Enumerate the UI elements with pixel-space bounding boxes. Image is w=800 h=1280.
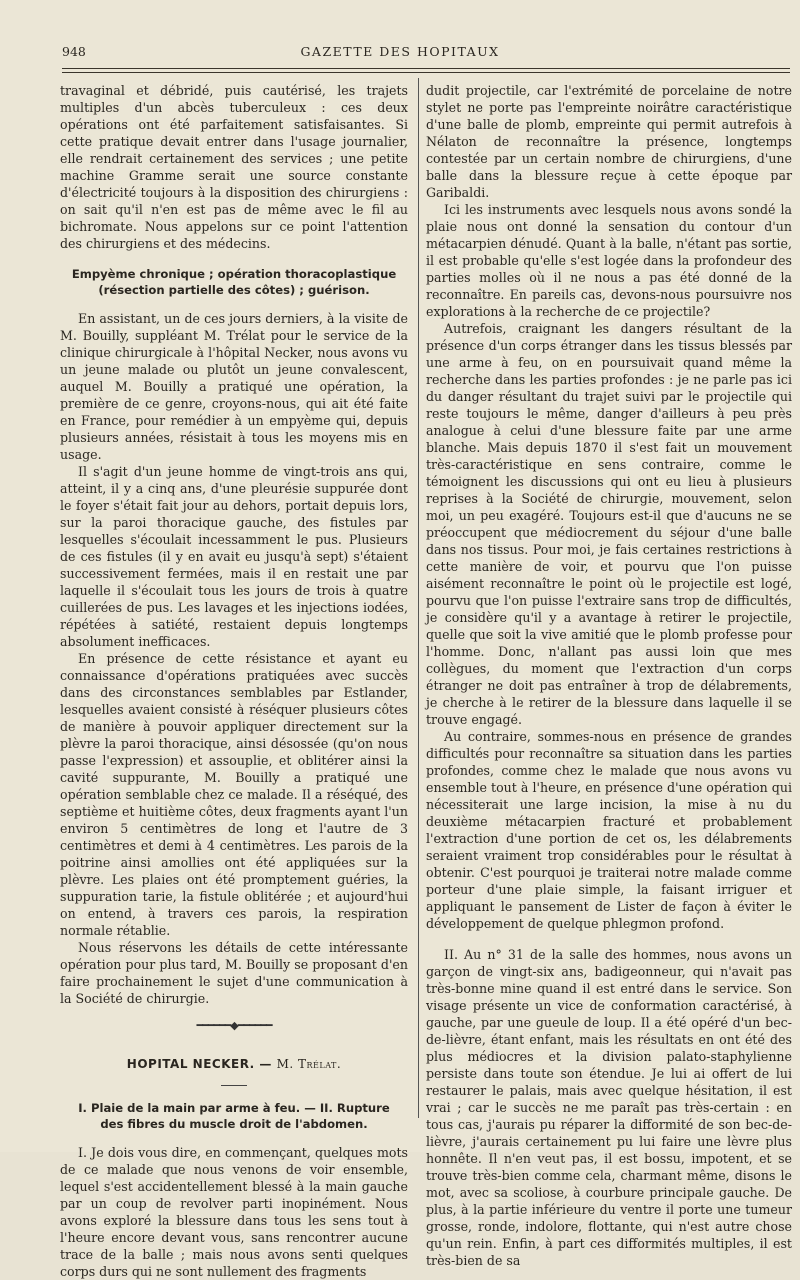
short-rule [221, 1085, 247, 1086]
paragraph: II. Au n° 31 de la salle des hommes, nous avons un garçon de vingt-six ans, badigeonneur, qui n'avait pas très-bonne mine quand il est entré dans le service. Son visage présente un vice de conformation caractérisé, à gauche, par une gueule de loup. Il a été opéré d'un bec-de-lièvre, étant enfant, mais les résultats en ont été des plus médiocres et la division palato-staphylienne persiste dans toute son étendue. Je lui ai offert de lui restaurer le palais, mais avec quelque hésitation, il est vrai ; car le succès ne me paraît pas très-certain : en tous cas, j'aurais pu réparer la difformité de son bec-de-lièvre, j'aurais certainement pu lui faire une lèvre plus honnête. Il n'en veut pas, il est bossu, impotent, et se trouve très-bien comme cela, charmant même, disons le mot, avec sa scoliose, à courbure principale gauche. De plus, à la partie inférieure du ventre il porte une tumeur grosse, ronde, indolore, flottante, qui n'est autre chose qu'un rein. Enfin, à part ces difformités multiples, il est très-bien de sa [426, 947, 792, 1268]
header-rule [62, 68, 790, 69]
section-title [60, 1056, 408, 1073]
article-heading-empyeme: Empyème chronique ; opération thoracoplastique (résection partielle des côtes) ; guérison. [71, 267, 397, 297]
paragraph-gap [426, 932, 792, 946]
section-title-text: HOPITAL NECKER. — [126, 1057, 277, 1071]
journal-title: GAZETTE DES HOPITAUX [300, 44, 500, 59]
paragraph: Au contraire, sommes-nous en présence de grandes difficultés pour reconnaître sa situation dans les parties profondes, comme chez le malade que nous avons vu ensemble tout à l'heure, en présence d'une opération qui nécessiterait une large incision, la mise à nu du deuxième métacarpien fracturé et probablement l'extraction d'une portion de cet os, les délabrements seraient vraiment trop considérables pour le résultat à obtenir. C'est pourquoi je traiterai notre malade comme porteur d'une plaie simple, la faisant irriguer et appliquant le pansement de Lister de façon à éviter le développement de quelque phlegmon profond. [426, 729, 792, 931]
paragraph: Autrefois, craignant les dangers résultant de la présence d'un corps étranger dans les tissus blessés par une arme à feu, on en poursuivait quand même la recherche dans les parties profondes : je ne parle pas ici du danger résultant du trajet suivi par le projectile qui reste toujours le même, danger d'ailleurs à peu près analogue à celui d'une blessure faite par une arme blanche. Mais depuis 1870 il s'est fait un mouvement très-caractéristique en sens contraire, comme le témoignent les discussions qui ont eu lieu à plusieurs reprises à la Société de chirurgie, mouvement, selon moi, un peu exagéré. Toujours est-il que d'aucuns ne se préoccupent que médiocrement du séjour d'une balle dans nos tissus. Pour moi, je fais certaines restrictions à cette manière de voir, et pourvu que l'on puisse aisément reconnaître le point où le projectile est logé, pourvu que l'on puisse l'extraire sans trop de difficultés, je considère qu'il y a avantage à retirer le projectile, quelle que soit la vive amitié que le plomb professe pour l'homme. Donc, n'allant pas aussi loin que mes collègues, du moment que l'extraction d'un corps étranger ne doit pas entraîner à trop de délabrements, je cherche à le retirer de la blessure dans laquelle il se trouve engagé. [426, 321, 792, 727]
left-column [60, 82, 408, 1280]
paragraph: Ici les instruments avec lesquels nous avons sondé la plaie nous ont donné la sensation du contour d'un métacarpien dénudé. Quant à la balle, n'étant pas sortie, il est probable qu'elle s'est logée dans la profondeur des parties molles où il ne nous a pas été donné de la reconnaître. En pareils cas, devons-nous poursuivre nos explorations à la recherche de ce projectile? [426, 202, 792, 319]
paragraph: Il s'agit d'un jeune homme de vingt-trois ans qui, atteint, il y a cinq ans, d'une pleurésie suppurée dont le foyer s'était fait jour au dehors, portait depuis lors, sur la paroi thoracique gauche, des fistules par lesquelles s'écoulait incessamment le pus. Plusieurs de ces fistules (il y en avait eu jusqu'à sept) s'étaient successivement fermées, mais il en restait une par laquelle il s'écoulait tous les jours de trois à quatre cuillerées de pus. Les lavages et les injections iodées, répétées à satiété, restaient depuis longtemps absolument inefficaces. [60, 464, 408, 649]
paragraph: dudit projectile, car l'extrémité de porcelaine de notre stylet ne porte pas l'empreinte noirâtre caractéristique d'une balle de plomb, empreinte qui permit autrefois à Nélaton de reconnaître la présence, longtemps contestée par un certain nombre de chirurgiens, d'une balle dans la blessure reçue à cette époque par Garibaldi. [426, 83, 792, 200]
paragraph: En assistant, un de ces jours derniers, à la visite de M. Bouilly, suppléant M. Trélat pour le service de la clinique chirurgicale à l'hôpital Necker, nous avons vu un jeune malade ou plutôt un jeune convalescent, auquel M. Bouilly a pratiqué une opération, la première de ce genre, croyons-nous, qui ait été faite en France, pour remédier à un empyème qui, depuis plusieurs années, résistait à tous les moyens mis en usage. [60, 311, 408, 462]
page-header [62, 44, 738, 66]
header-rule-thin [62, 72, 790, 73]
page-number: 948 [62, 44, 86, 59]
section-author: M. Trélat. [276, 1057, 342, 1071]
paragraph: Nous réservons les détails de cette intéressante opération pour plus tard, M. Bouilly se proposant d'en faire prochainement le sujet d'une communication à la Société de chirurgie. [60, 940, 408, 1006]
paragraph: travaginal et débridé, puis cautérisé, les trajets multiples d'un abcès tuberculeux : ces deux opérations ont été parfaitement satisfaisantes. Si cette pratique devait entrer dans l'usage journalier, elle rendrait certainement des services ; une petite machine Gramme serait une source constante d'électricité toujours à la disposition des chirurgiens : on sait qu'il n'en est pas de même avec le fil au bichromate. Nous appelons sur ce point l'attention des chirurgiens et des médecins. [60, 83, 408, 251]
paragraph: En présence de cette résistance et ayant eu connaissance d'opérations pratiquées avec succès dans des circonstances semblables par Estlander, lesquelles avaient consisté à réséquer plusieurs côtes de manière à pouvoir appliquer directement sur la plèvre la paroi thoracique, ainsi désossée (qu'on nous passe l'expression) et assouplie, et oblitérer ainsi la cavité suppurante, M. Bouilly a pratiqué une opération semblable chez ce malade. Il a réséqué, des septième et huitième côtes, deux fragments ayant l'un environ 5 centimètres de long et l'autre de 3 centimètres et demi à 4 centimètres. Les parois de la poitrine ainsi amollies ont été appliquées sur la plèvre. Les plaies ont été promptement guéries, la suppuration tarie, la fistule oblitérée ; et aujourd'hui on entend, à travers ces parois, la respiration normale rétablie. [60, 651, 408, 938]
column-divider [418, 78, 419, 1118]
right-column [426, 82, 792, 1269]
article-heading-plaie: I. Plaie de la main par arme à feu. — II. Rupture des fibres du muscle droit de l'abdomen. [78, 1101, 390, 1131]
paragraph: I. Je dois vous dire, en commençant, quelques mots de ce malade que nous venons de voir ensemble, lequel s'est accidentellement blessé à la main gauche par un coup de revolver parti inopinément. Nous avons exploré la blessure dans tous les sens tout à l'heure encore devant vous, sans rencontrer aucune trace de la balle ; mais nous avons senti quelques corps durs qui ne sont nullement des fragments [60, 1145, 408, 1279]
ornamental-divider: ━━━━━━◆━━━━━━ [196, 1019, 272, 1032]
